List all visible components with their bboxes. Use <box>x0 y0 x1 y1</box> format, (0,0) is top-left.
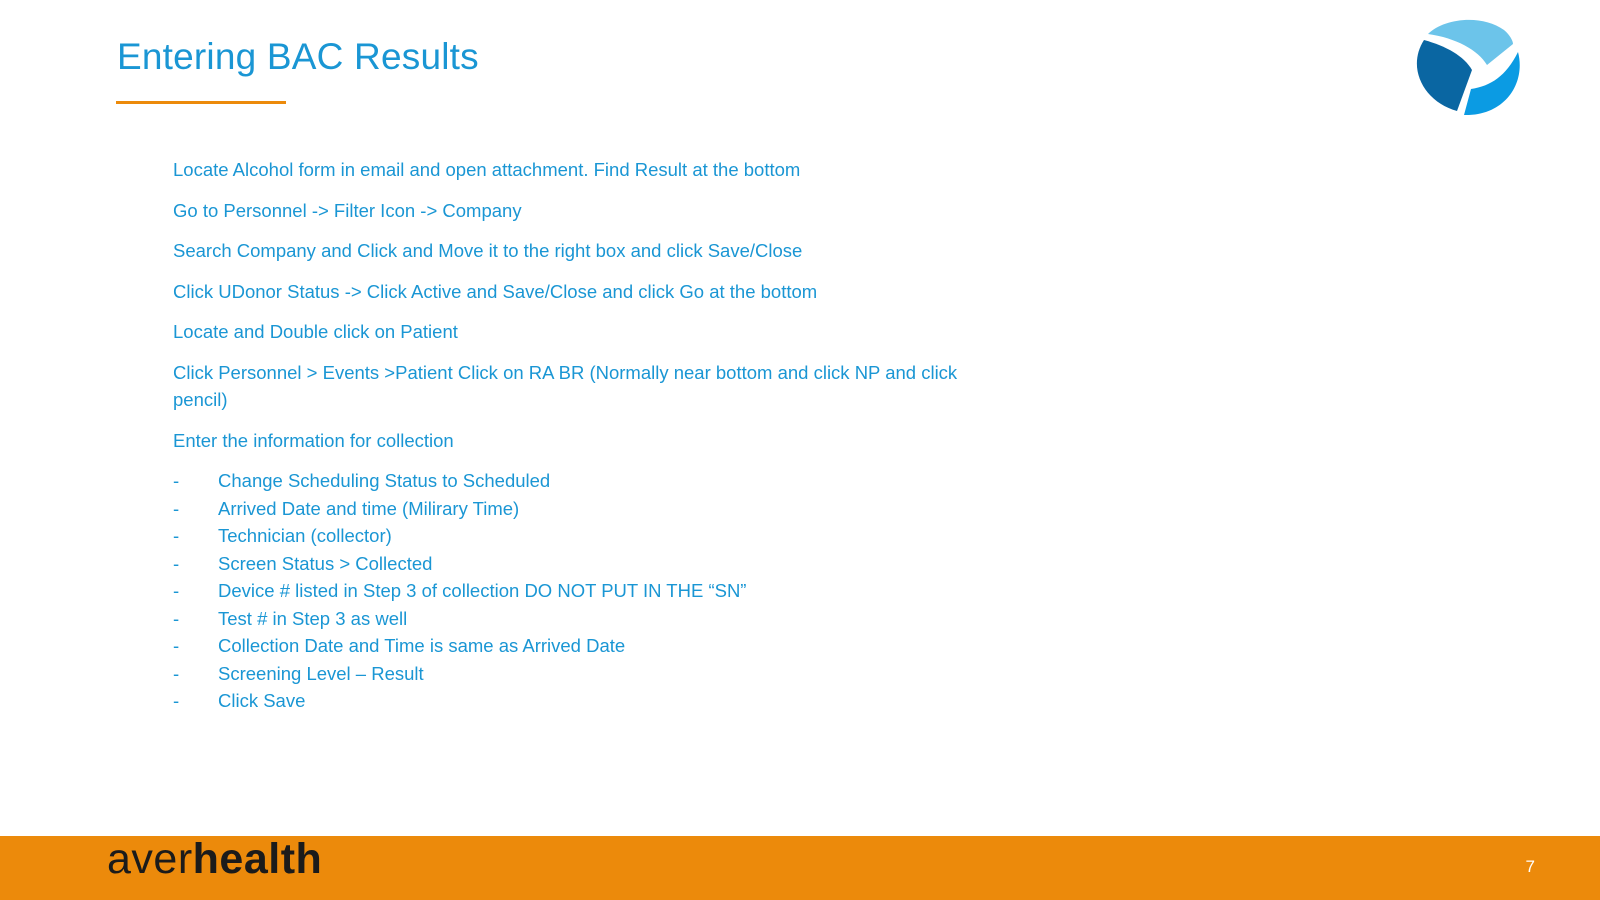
list-item-text: Change Scheduling Status to Scheduled <box>218 470 551 491</box>
title-underline <box>116 101 286 104</box>
list-item <box>173 550 963 578</box>
list-item <box>173 660 963 688</box>
step-text: Locate Alcohol form in email and open attachment. Find Result at the bottom <box>173 159 801 180</box>
list-item <box>173 522 963 550</box>
step-text: Click UDonor Status -> Click Active and Save/Close and click Go at the bottom <box>173 280 818 302</box>
list-item-text: Arrived Date and time (Milirary Time) <box>218 497 520 519</box>
bullet-dash: - <box>173 580 180 601</box>
list-item <box>173 632 963 660</box>
bullet-dash: - <box>173 470 180 491</box>
step-text: Enter the information for collection <box>173 429 454 451</box>
instructions <box>173 156 963 715</box>
page-number: 7 <box>1525 857 1535 876</box>
bullet-dash: - <box>173 607 180 629</box>
bullet-dash: - <box>173 497 180 519</box>
bullet-dash: - <box>173 635 180 656</box>
brand-wordmark-bold: health <box>192 835 323 883</box>
averhealth-logo-icon <box>1414 16 1524 120</box>
list-item <box>173 495 963 523</box>
step-text: Click Personnel > Events >Patient Click on RA BR (Normally near bottom and click NP and click pencil) <box>173 361 958 410</box>
step-text: Go to Personnel -> Filter Icon -> Company <box>173 199 522 221</box>
collection-field-list <box>173 467 963 715</box>
list-item <box>173 605 963 633</box>
step-text: Locate and Double click on Patient <box>173 321 458 342</box>
brand-wordmark-light: aver <box>107 835 193 883</box>
list-item <box>173 687 963 715</box>
list-item <box>173 577 963 605</box>
list-item-text: Collection Date and Time is same as Arrived Date <box>218 635 626 656</box>
brand-wordmark <box>107 835 322 884</box>
list-item-text: Technician (collector) <box>218 525 392 546</box>
step-text: Search Company and Click and Move it to the right box and click Save/Close <box>173 240 803 261</box>
list-item-text: Device # listed in Step 3 of collection DO NOT PUT IN THE “SN” <box>218 580 747 601</box>
list-item-text: Click Save <box>218 690 306 711</box>
list-item <box>173 467 963 495</box>
footer-bar <box>0 836 1600 900</box>
list-item-text: Screen Status > Collected <box>218 552 433 574</box>
list-item-text: Test # in Step 3 as well <box>218 607 408 629</box>
bullet-dash: - <box>173 525 180 546</box>
list-item-text: Screening Level – Result <box>218 662 424 684</box>
bullet-dash: - <box>173 662 180 684</box>
bullet-dash: - <box>173 552 180 574</box>
bullet-dash: - <box>173 690 180 711</box>
slide-title: Entering BAC Results <box>117 36 479 77</box>
